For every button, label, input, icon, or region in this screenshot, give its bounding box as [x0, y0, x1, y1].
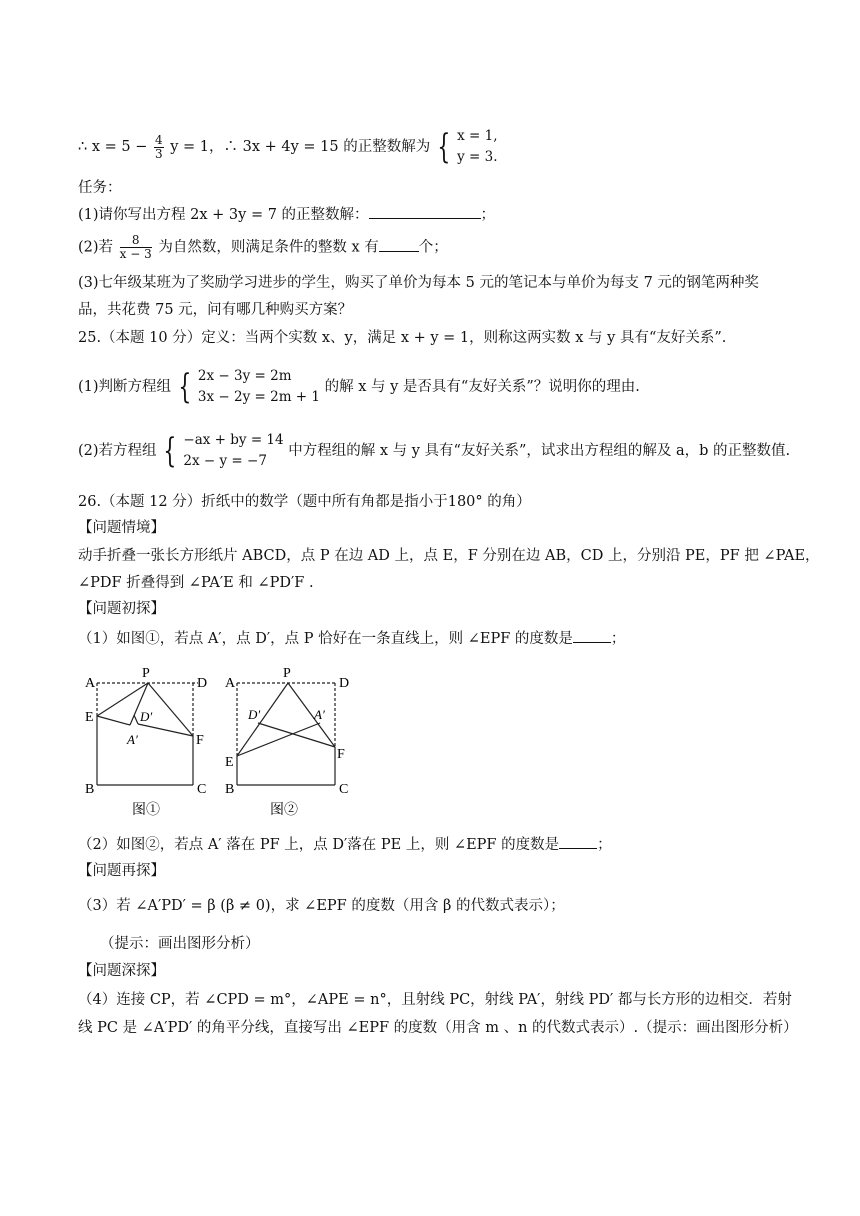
text-fragment: 中方程组的解 x 与 y 具有“友好关系”，试求出方程组的解及 a，b 的正整数值. — [288, 443, 791, 459]
text-fragment: 的解 x 与 y 是否具有“友好关系”？说明你的理由. — [324, 379, 640, 395]
problem-25-heading: 25.（本题 10 分）定义：当两个实数 x、y，满足 x + y = 1，则称这两实数 x 与 y 具有“友好关系”. — [78, 330, 727, 346]
fig2-label-P: P — [283, 666, 291, 681]
question-26-3: （3）若 ∠A′PD′ = β (β ≠ 0)，求 ∠EPF 的度数（用含 β 的代数式表示）； — [78, 898, 565, 914]
text-fragment: (1)判断方程组 — [78, 379, 172, 395]
fraction-denominator: x − 3 — [119, 247, 152, 261]
question-3-line-1: (3)七年级某班为了奖励学习进步的学生，购买了单价为每本 5 元的笔记本与单价为每支 7 元的钢笔两种奖 — [78, 275, 759, 291]
equation: 2x − 3y = 2m — [197, 368, 292, 384]
equation: 2x − y = −7 — [183, 453, 267, 469]
text-fragment: 为自然数，则满足条件的整数 x 有 — [158, 239, 379, 256]
question-3-line-2: 品，共花费 75 元，问有哪几种购买方案？ — [78, 302, 353, 318]
fig1-caption: 图① — [132, 803, 160, 818]
fig2-label-D-prime: D′ — [248, 707, 261, 722]
text-fragment: ； — [480, 207, 496, 223]
problem-25-part-2 — [78, 430, 790, 472]
question-26-1 — [78, 628, 625, 649]
equation-system — [198, 366, 320, 408]
equation: x = 1, — [457, 128, 498, 144]
text-fragment: ∴ x = 5 − — [78, 139, 148, 155]
hint-3: （提示：画出图形分析） — [100, 936, 260, 952]
section-first-explore: 【问题初探】 — [78, 601, 165, 617]
fig2-caption: 图② — [270, 803, 298, 818]
text-fragment: (2)若 — [78, 239, 114, 256]
fig1-label-A: A — [85, 676, 96, 691]
brace-icon: { — [163, 431, 177, 471]
situation-line-1: 动手折叠一张长方形纸片 ABCD，点 P 在边 AD 上，点 E，F 分别在边 AB，CD 上，分别沿 PE，PF 把 ∠PAE， — [78, 548, 820, 564]
fraction — [154, 134, 164, 161]
text-fragment: （2）如图②，若点 A′ 落在 PF 上，点 D′落在 PE 上，则 ∠EPF 的度数是 — [78, 837, 560, 853]
text-fragment: y = 1，∴ 3x + 4y = 15 的正整数解为 — [170, 139, 431, 155]
fraction-numerator: 8 — [120, 234, 152, 248]
fig1-label-C: C — [197, 782, 207, 797]
answer-blank[interactable] — [559, 834, 597, 849]
text-fragment: （1）如图①，若点 A′，点 D′，点 P 恰好在一条直线上，则 ∠EPF 的度数是 — [78, 631, 573, 647]
text-fragment: 个； — [418, 239, 448, 256]
fig1-label-E: E — [85, 710, 94, 725]
answer-blank[interactable] — [369, 204, 481, 219]
fraction-denominator: 3 — [154, 146, 163, 161]
fig2-label-A-prime: A′ — [314, 707, 325, 722]
fraction — [120, 234, 152, 261]
fig2-label-B: B — [225, 782, 235, 797]
fraction-numerator: 4 — [154, 132, 163, 147]
question-26-2 — [78, 834, 612, 855]
figure-1 — [80, 660, 215, 820]
question-26-4-line-1: （4）连接 CP，若 ∠CPD = m°，∠APE = n°，且射线 PC，射线 PA′，射线 PD′ 都与长方形的边相交．若射 — [78, 992, 792, 1008]
solution-line — [78, 126, 498, 168]
fig2-label-F: F — [337, 747, 345, 762]
equation: y = 3. — [457, 149, 498, 165]
fig2-label-E: E — [225, 755, 234, 770]
equation: 3x − 2y = 2m + 1 — [197, 389, 320, 405]
answer-blank[interactable] — [573, 628, 611, 643]
fig2-label-C: C — [339, 782, 349, 797]
fig1-label-B: B — [85, 782, 95, 797]
fig1-label-F: F — [196, 733, 204, 748]
situation-line-2: ∠PDF 折叠得到 ∠PA′E 和 ∠PD′F . — [78, 575, 314, 591]
question-26-4-line-2: 线 PC 是 ∠A′PD′ 的角平分线，直接写出 ∠EPF 的度数（用含 m 、n 的代数式表示）.（提示：画出图形分析） — [78, 1020, 798, 1036]
question-1 — [78, 204, 495, 225]
equation-system — [457, 126, 497, 168]
task-heading: 任务： — [78, 180, 122, 196]
figure-2 — [220, 660, 360, 820]
brace-icon: { — [437, 127, 451, 167]
text-fragment: ； — [597, 837, 612, 853]
problem-25-part-1 — [78, 366, 640, 408]
section-situation: 【问题情境】 — [78, 520, 165, 536]
section-again-explore: 【问题再探】 — [78, 863, 165, 879]
section-deep-explore: 【问题深探】 — [78, 963, 165, 979]
fig2-label-A: A — [225, 676, 236, 691]
fig1-label-D: D — [197, 676, 208, 691]
fig1-label-A-prime: A′ — [127, 732, 138, 747]
problem-26-heading: 26.（本题 12 分）折纸中的数学（题中所有角都是指小于180° 的角） — [78, 494, 531, 510]
fig2-label-D: D — [339, 676, 350, 691]
text-fragment: (1)请你写出方程 2x + 3y = 7 的正整数解： — [78, 207, 369, 223]
text-fragment: (2)若方程组 — [78, 443, 157, 459]
equation: −ax + by = 14 — [183, 432, 284, 448]
fig1-label-D-prime: D′ — [140, 709, 153, 724]
equation-system — [183, 430, 283, 472]
fig1-label-P: P — [142, 666, 150, 681]
question-2 — [78, 234, 448, 261]
answer-blank[interactable] — [379, 237, 419, 252]
brace-icon: { — [177, 367, 191, 407]
text-fragment: ； — [610, 631, 626, 647]
